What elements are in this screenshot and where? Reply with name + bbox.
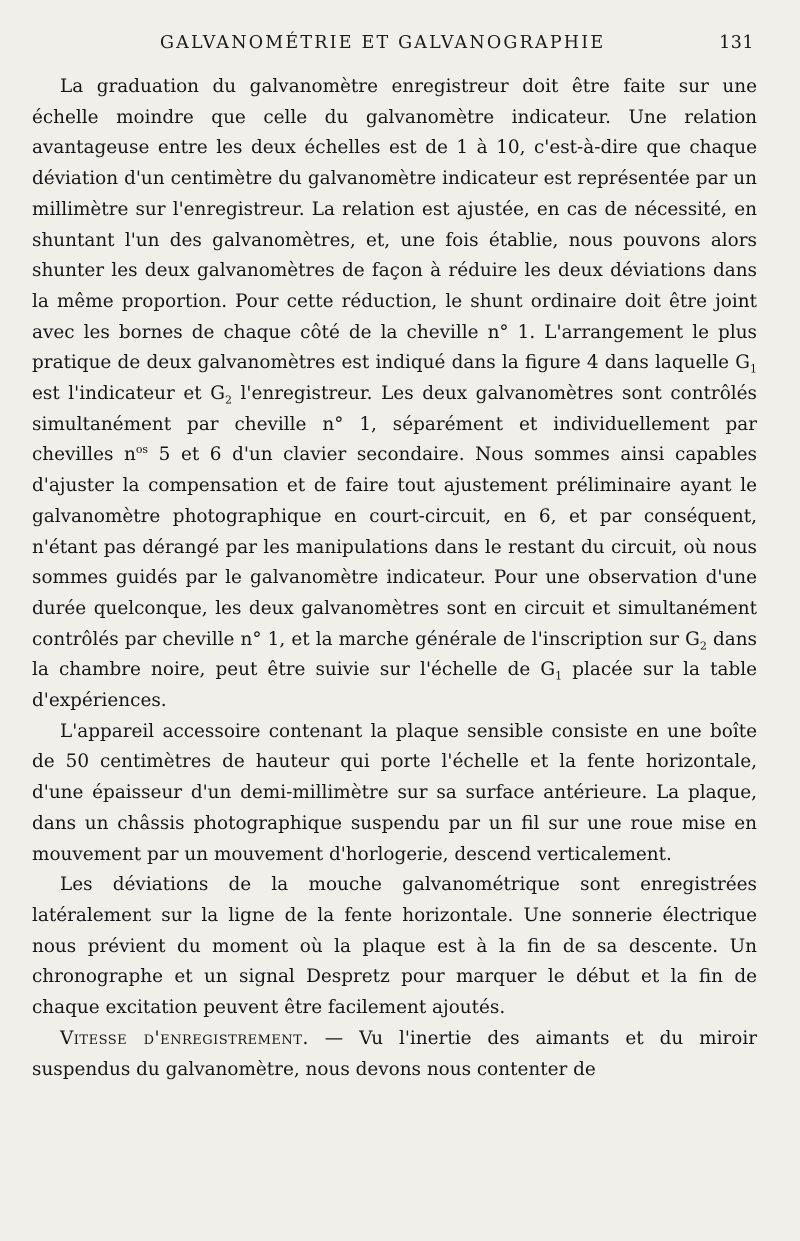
text-run: La graduation du galvanomètre enregistreur doit être faite sur une échelle moindre que celle du galvanomètre indicateur. Une relation avantageuse entre les deux échelles est de 1 à 10, c'est-à-dire que chaque déviation d'un centimètre du galvanomètre indicateur est représentée par un millimètre sur l'enregistreur. La relation est ajustée, en cas de nécessité, en shuntant l'un des galvanomètres, et, une fois établie, nous pouvons alors shunter les deux galvanomètres de façon à réduire les deux déviations dans la même proportion. Pour cette réduction, le shunt ordinaire doit être joint avec les bornes de chaque côté de la cheville n° 1. L'arrangement le plus pratique de deux galvanomètres est indiqué dans la figure 4 dans laquelle G xyxy=(32,76,757,374)
page-header xyxy=(32,33,754,57)
paragraph-vitesse xyxy=(32,1024,757,1085)
section-heading: Vitesse d'enregistrement. xyxy=(60,1027,309,1049)
subscript: 2 xyxy=(224,393,232,407)
page-body xyxy=(32,72,757,1085)
paragraph-deviations: Les déviations de la mouche galvanométrique sont enregistrées latéralement sur la ligne de la fente horizontale. Une sonnerie électrique nous prévient du moment où la plaque est à la fin de sa descente. Un chronographe et un signal Despretz pour marquer le début et la fin de chaque excitation peuvent être facilement ajoutés. xyxy=(32,874,757,1019)
subscript: 1 xyxy=(555,670,563,684)
text-run: placée sur la table d'expériences. xyxy=(32,659,757,712)
text-run: 5 et 6 d'un clavier secondaire. Nous sommes ainsi capables d'ajuster la compensation et de faire tout ajustement préliminaire ayant le galvanomètre photographique en court-circuit, en 6, et par conséquent, n'étant pas dérangé par les manipulations dans le restant du circuit, où nous sommes guidés par le galvanomètre indicateur. Pour une observation d'une durée quelconque, les deux galvanomètres sont en circuit et simultanément contrôlés par cheville n° 1, et la marche générale de l'inscription sur G xyxy=(32,444,757,650)
text-run: — Vu l'inertie des aimants et du miroir suspendus du galvanomètre, nous devons nous contenter de xyxy=(32,1027,757,1080)
subscript: 2 xyxy=(699,639,707,653)
text-run: dans la chambre noire, peut être suivie sur l'échelle de G xyxy=(32,628,757,681)
superscript: os xyxy=(135,443,149,457)
subscript: 1 xyxy=(750,363,757,376)
page-number: 131 xyxy=(719,33,754,53)
paragraph-appareil: L'appareil accessoire contenant la plaque sensible consiste en une boîte de 50 centimètres de hauteur qui porte l'échelle et la fente horizontale, d'une épaisseur d'un demi-millimètre sur sa surface antérieure. La plaque, dans un châssis photographique suspendu par un fil sur une roue mise en mouvement par un mouvement d'horlogerie, descend verticalement. xyxy=(32,720,757,865)
text-run: l'enregistreur. Les deux galvanomètres sont contrôlés simultanément par cheville n° 1, séparément et individuellement par chevilles n xyxy=(32,383,757,466)
text-run: est l'indicateur et G xyxy=(32,383,225,405)
paragraph-graduation xyxy=(32,72,757,717)
running-head: GALVANOMÉTRIE ET GALVANOGRAPHIE xyxy=(160,33,606,53)
